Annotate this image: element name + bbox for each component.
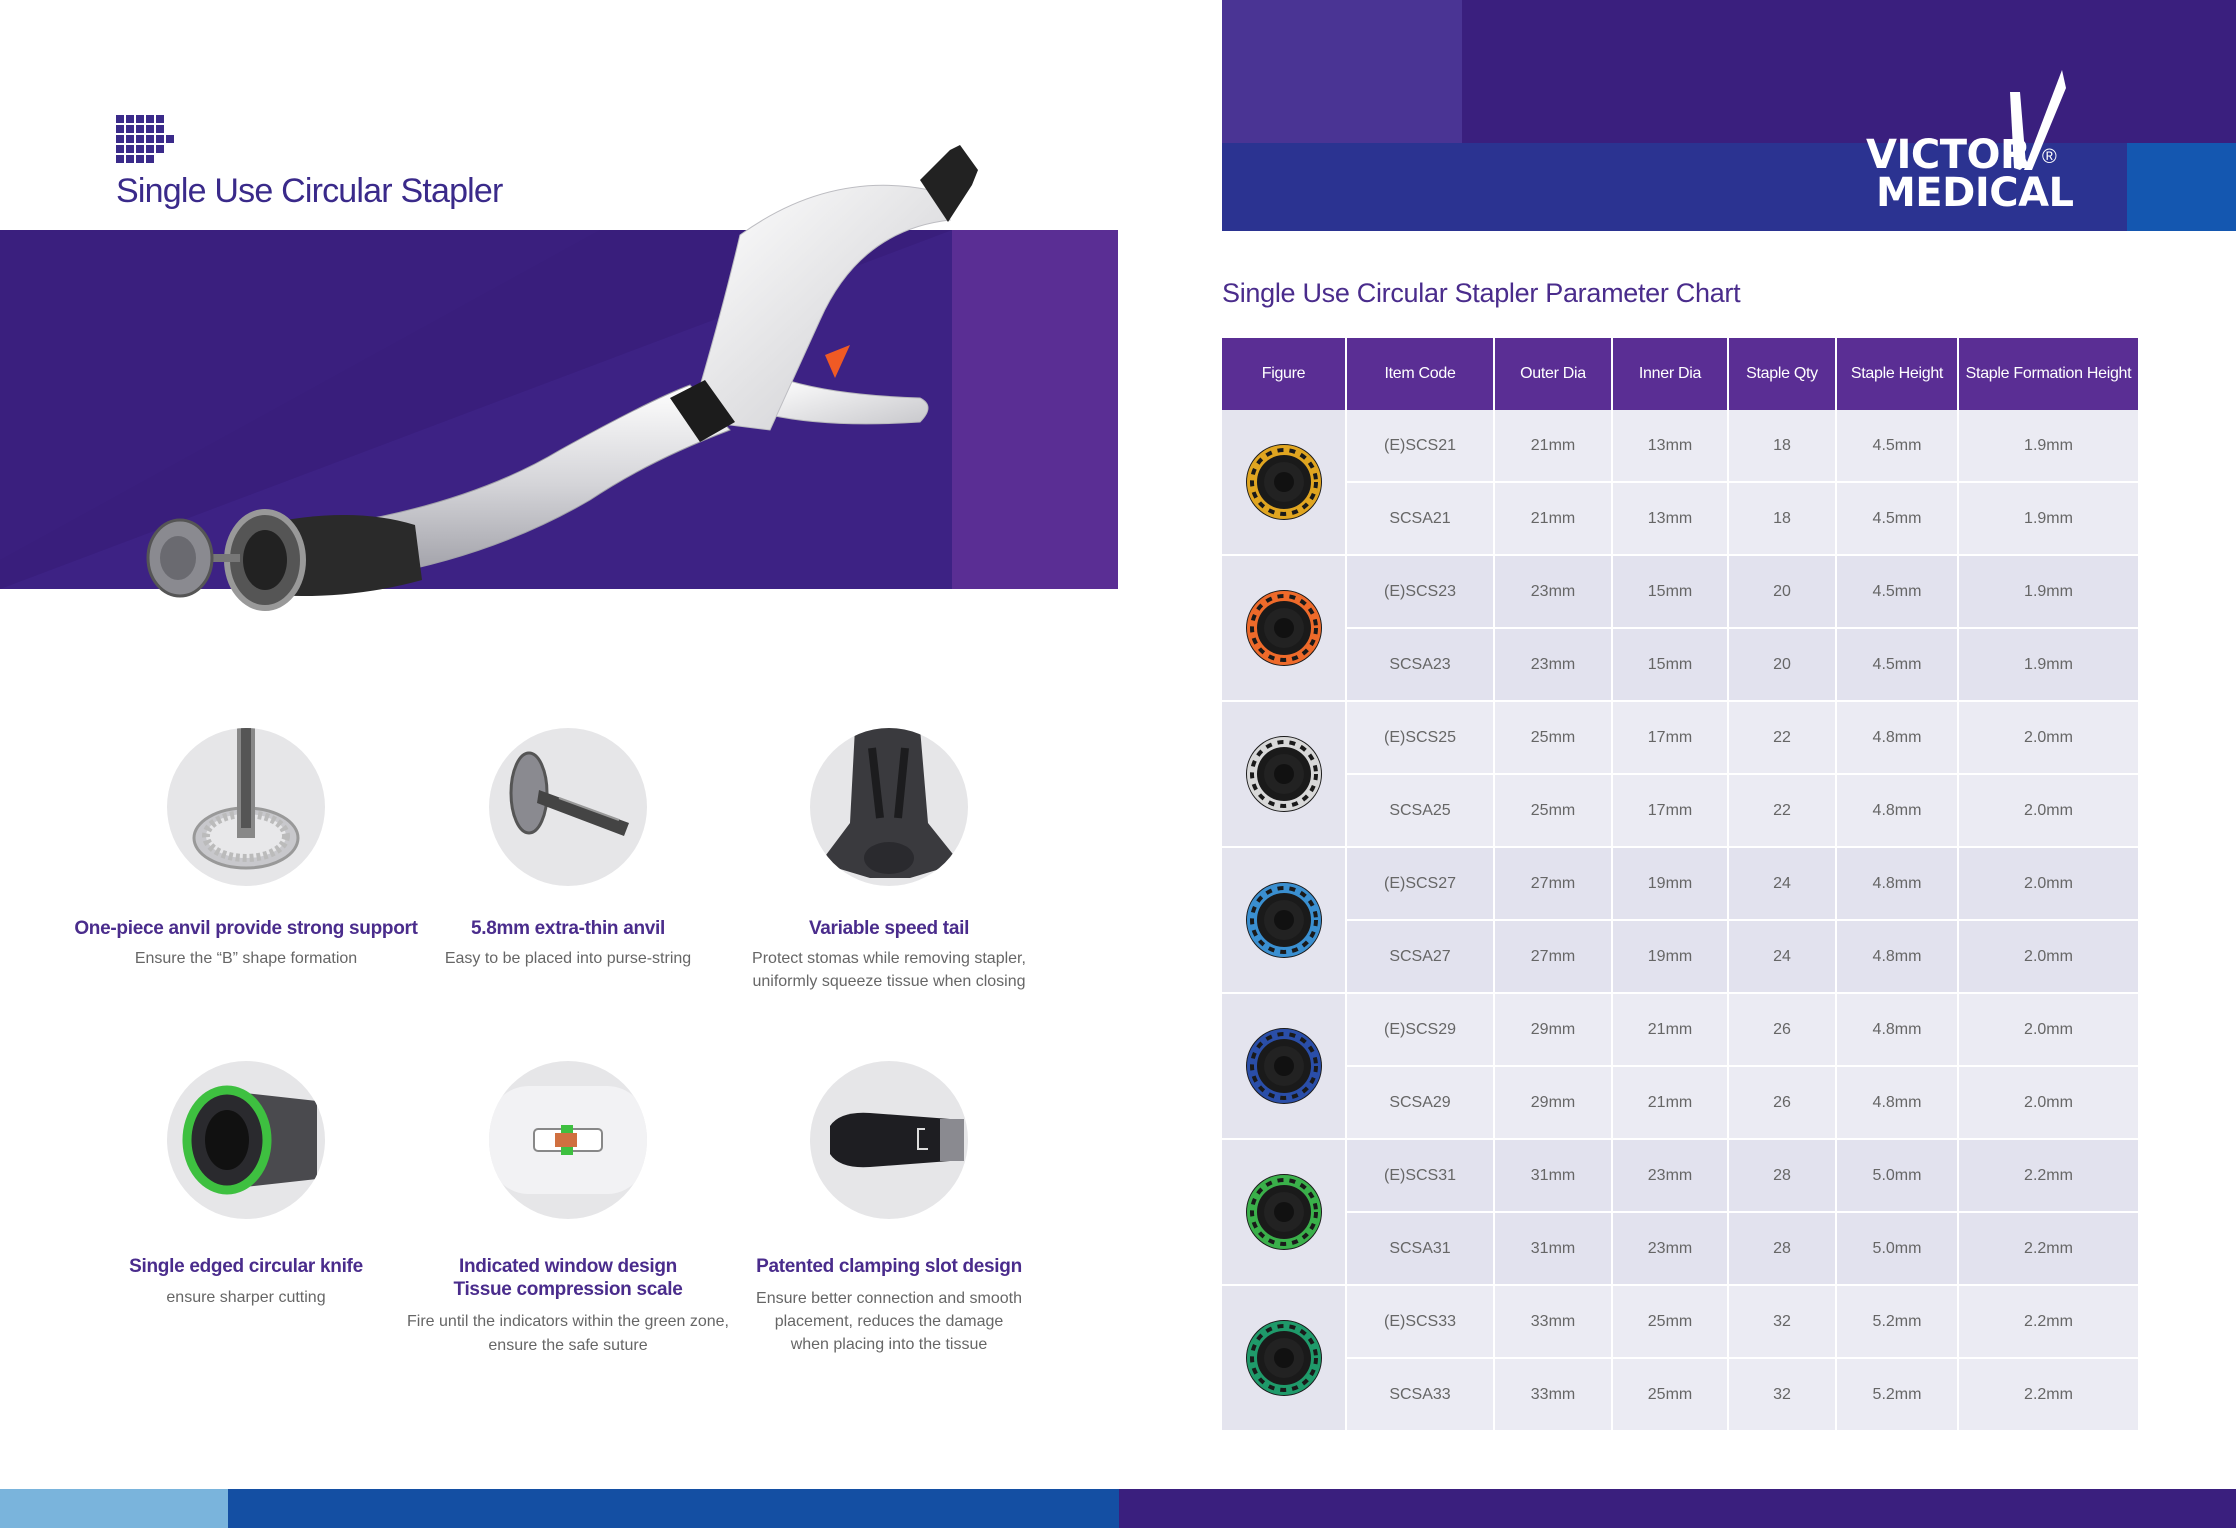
item-code-cell: SCSA33	[1346, 1358, 1494, 1431]
column-header: Outer Dia	[1494, 338, 1612, 410]
table-row	[1222, 1285, 2138, 1358]
table-cell: 15mm	[1612, 555, 1728, 628]
stapler-head-ring-icon	[1242, 1024, 1326, 1108]
chart-title: Single Use Circular Stapler Parameter Chart	[1222, 278, 1741, 308]
table-cell: 5.0mm	[1836, 1139, 1958, 1212]
table-cell: 4.8mm	[1836, 774, 1958, 847]
item-code-cell: SCSA31	[1346, 1212, 1494, 1285]
footer-color-bar	[0, 1489, 2236, 1528]
feature-desc: Ensure the “B” shape formation	[134, 950, 358, 967]
table-cell: 1.9mm	[1958, 628, 2138, 701]
column-header: Figure	[1222, 338, 1346, 410]
feature-desc: Protect stomas while removing stapler,	[752, 950, 1026, 967]
figure-cell	[1222, 555, 1346, 701]
stapler-head-ring-icon	[1242, 440, 1326, 524]
table-cell: 33mm	[1494, 1285, 1612, 1358]
table-cell: 5.0mm	[1836, 1212, 1958, 1285]
feature-title: One-piece anvil provide strong support	[74, 918, 418, 939]
stapler-head-ring-icon	[1242, 878, 1326, 962]
table-cell: 22	[1728, 774, 1836, 847]
feature-title: 5.8mm extra-thin anvil	[470, 918, 666, 939]
table-row	[1222, 555, 2138, 628]
table-cell: 15mm	[1612, 628, 1728, 701]
table-cell: 4.5mm	[1836, 410, 1958, 482]
column-header: Staple Formation Height	[1958, 338, 2138, 410]
table-cell: 23mm	[1612, 1212, 1728, 1285]
table-cell: 22	[1728, 701, 1836, 774]
table-cell: 2.2mm	[1958, 1358, 2138, 1431]
table-row	[1222, 482, 2138, 555]
feature-desc: when placing into the tissue	[790, 1336, 988, 1353]
table-cell: 2.0mm	[1958, 701, 2138, 774]
stapler-head-ring-icon	[1242, 586, 1326, 670]
clamping-slot-icon	[810, 1061, 968, 1219]
table-cell: 4.8mm	[1836, 847, 1958, 920]
feature-desc: ensure sharper cutting	[166, 1289, 326, 1306]
item-code-cell: (E)SCS29	[1346, 993, 1494, 1066]
table-cell: 4.5mm	[1836, 482, 1958, 555]
table-cell: 29mm	[1494, 1066, 1612, 1139]
header-banner	[1222, 0, 2236, 231]
table-cell: 18	[1728, 482, 1836, 555]
table-cell: 21mm	[1494, 482, 1612, 555]
circular-stapler-image	[130, 130, 990, 650]
table-cell: 4.8mm	[1836, 920, 1958, 993]
window-scale-icon	[489, 1061, 647, 1219]
speed-tail-icon	[810, 728, 968, 886]
table-cell: 4.8mm	[1836, 701, 1958, 774]
table-cell: 32	[1728, 1285, 1836, 1358]
table-cell: 24	[1728, 920, 1836, 993]
figure-cell	[1222, 701, 1346, 847]
thin-anvil-icon	[489, 728, 647, 886]
table-cell: 23mm	[1494, 555, 1612, 628]
table-cell: 2.2mm	[1958, 1212, 2138, 1285]
item-code-cell: SCSA21	[1346, 482, 1494, 555]
feature-desc: Ensure better connection and smooth	[756, 1290, 1022, 1307]
table-cell: 2.0mm	[1958, 847, 2138, 920]
table-cell: 20	[1728, 555, 1836, 628]
table-cell: 13mm	[1612, 482, 1728, 555]
figure-cell	[1222, 993, 1346, 1139]
table-cell: 23mm	[1612, 1139, 1728, 1212]
item-code-cell: SCSA25	[1346, 774, 1494, 847]
table-row	[1222, 1212, 2138, 1285]
table-cell: 27mm	[1494, 920, 1612, 993]
table-cell: 2.0mm	[1958, 920, 2138, 993]
table-cell: 1.9mm	[1958, 410, 2138, 482]
figure-cell	[1222, 1285, 1346, 1431]
table-cell: 2.0mm	[1958, 993, 2138, 1066]
item-code-cell: (E)SCS23	[1346, 555, 1494, 628]
stapler-head-ring-icon	[1242, 1316, 1326, 1400]
stapler-head-ring-icon	[1242, 732, 1326, 816]
feature-title: Patented clamping slot design	[756, 1256, 1022, 1277]
table-cell: 26	[1728, 1066, 1836, 1139]
feature-title: Indicated window design	[459, 1256, 677, 1277]
table-cell: 23mm	[1494, 628, 1612, 701]
table-cell: 4.5mm	[1836, 628, 1958, 701]
item-code-cell: (E)SCS21	[1346, 410, 1494, 482]
table-cell: 5.2mm	[1836, 1358, 1958, 1431]
table-row	[1222, 993, 2138, 1066]
column-header: Staple Qty	[1728, 338, 1836, 410]
item-code-cell: (E)SCS33	[1346, 1285, 1494, 1358]
table-cell: 28	[1728, 1139, 1836, 1212]
table-cell: 4.8mm	[1836, 1066, 1958, 1139]
table-cell: 21mm	[1612, 993, 1728, 1066]
table-cell: 1.9mm	[1958, 555, 2138, 628]
table-row	[1222, 410, 2138, 482]
parameter-table	[1222, 338, 2138, 1432]
figure-cell	[1222, 1139, 1346, 1285]
table-cell: 25mm	[1612, 1358, 1728, 1431]
table-cell: 19mm	[1612, 847, 1728, 920]
feature-title: Tissue compression scale	[453, 1279, 683, 1300]
brand-name-line1: VICTOR	[1866, 132, 2031, 178]
table-cell: 19mm	[1612, 920, 1728, 993]
table-cell: 4.8mm	[1836, 993, 1958, 1066]
item-code-cell: (E)SCS25	[1346, 701, 1494, 774]
table-header-row	[1222, 338, 2138, 410]
feature-desc: ensure the safe suture	[488, 1337, 648, 1354]
table-cell: 2.0mm	[1958, 1066, 2138, 1139]
table-row	[1222, 1066, 2138, 1139]
table-cell: 32	[1728, 1358, 1836, 1431]
brand-name-line2: MEDICAL	[1876, 170, 2074, 216]
feature-title: Single edged circular knife	[129, 1256, 363, 1277]
table-cell: 26	[1728, 993, 1836, 1066]
table-row	[1222, 628, 2138, 701]
column-header: Item Code	[1346, 338, 1494, 410]
feature-title: Variable speed tail	[808, 918, 970, 939]
anvil-support-icon	[167, 728, 325, 886]
table-row	[1222, 1139, 2138, 1212]
table-cell: 31mm	[1494, 1212, 1612, 1285]
item-code-cell: (E)SCS31	[1346, 1139, 1494, 1212]
table-cell: 1.9mm	[1958, 482, 2138, 555]
feature-desc: uniformly squeeze tissue when closing	[752, 973, 1026, 990]
table-cell: 25mm	[1612, 1285, 1728, 1358]
table-row	[1222, 1358, 2138, 1431]
feature-desc: Easy to be placed into purse-string	[444, 950, 692, 967]
table-cell: 18	[1728, 410, 1836, 482]
item-code-cell: SCSA23	[1346, 628, 1494, 701]
item-code-cell: SCSA27	[1346, 920, 1494, 993]
victor-medical-logo	[1866, 70, 2076, 216]
table-cell: 13mm	[1612, 410, 1728, 482]
column-header: Staple Height	[1836, 338, 1958, 410]
table-cell: 20	[1728, 628, 1836, 701]
table-cell: 21mm	[1612, 1066, 1728, 1139]
table-row	[1222, 920, 2138, 993]
table-cell: 21mm	[1494, 410, 1612, 482]
table-cell: 25mm	[1494, 774, 1612, 847]
table-row	[1222, 701, 2138, 774]
table-row	[1222, 774, 2138, 847]
feature-desc: placement, reduces the damage	[774, 1313, 1004, 1330]
table-cell: 2.2mm	[1958, 1139, 2138, 1212]
figure-cell	[1222, 847, 1346, 993]
circular-knife-icon	[167, 1061, 325, 1219]
table-cell: 27mm	[1494, 847, 1612, 920]
table-cell: 28	[1728, 1212, 1836, 1285]
stapler-head-ring-icon	[1242, 1170, 1326, 1254]
table-row	[1222, 847, 2138, 920]
item-code-cell: (E)SCS27	[1346, 847, 1494, 920]
registered-mark: ®	[2042, 146, 2057, 168]
feature-desc: Fire until the indicators within the green zone,	[407, 1313, 729, 1330]
item-code-cell: SCSA29	[1346, 1066, 1494, 1139]
table-cell: 33mm	[1494, 1358, 1612, 1431]
table-cell: 29mm	[1494, 993, 1612, 1066]
table-cell: 4.5mm	[1836, 555, 1958, 628]
table-cell: 17mm	[1612, 774, 1728, 847]
table-cell: 2.2mm	[1958, 1285, 2138, 1358]
table-cell: 17mm	[1612, 701, 1728, 774]
table-cell: 2.0mm	[1958, 774, 2138, 847]
table-cell: 31mm	[1494, 1139, 1612, 1212]
table-cell: 25mm	[1494, 701, 1612, 774]
table-cell: 24	[1728, 847, 1836, 920]
table-body	[1222, 410, 2138, 1431]
figure-cell	[1222, 410, 1346, 555]
table-cell: 5.2mm	[1836, 1285, 1958, 1358]
column-header: Inner Dia	[1612, 338, 1728, 410]
page-title: Single Use Circular Stapler	[116, 172, 503, 210]
